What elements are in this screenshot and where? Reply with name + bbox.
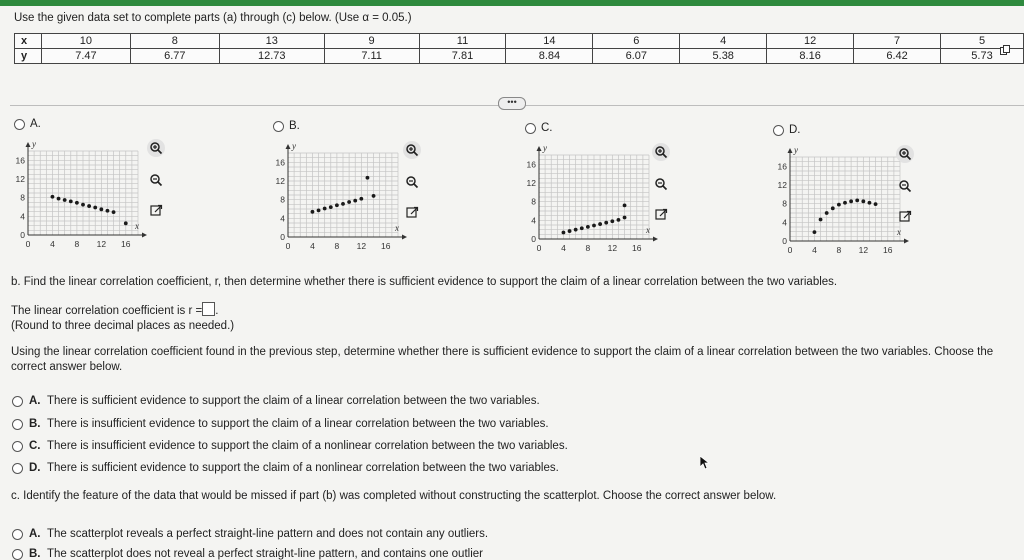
y-tick-label: 0 (280, 232, 285, 242)
y-axis-arrow (788, 148, 793, 153)
data-table (14, 33, 1024, 64)
expand-more-button[interactable]: ••• (498, 97, 526, 110)
y-tick-label: 16 (275, 157, 285, 168)
y-tick-label: 12 (15, 174, 25, 184)
y-tick-label: 8 (280, 194, 285, 205)
zoom-out-icon (898, 179, 912, 193)
scatter-point (341, 202, 345, 206)
scatter-point (75, 201, 79, 205)
external-link-icon (150, 204, 163, 217)
y-tick-label: 16 (777, 161, 787, 172)
table-cell: 11 (419, 34, 506, 49)
y-axis-label: y (794, 145, 798, 155)
zoom-in-button-c[interactable] (652, 143, 670, 161)
zoom-out-button-d[interactable] (896, 177, 914, 195)
y-axis-label: y (32, 139, 36, 149)
x-axis-label: x (395, 223, 399, 233)
scatter-point (610, 219, 614, 223)
table-cell: 12.73 (219, 49, 324, 64)
x-tick-label: 4 (310, 241, 315, 251)
x-tick-label: 8 (334, 241, 340, 251)
x-axis-arrow (402, 235, 407, 240)
x-tick-label: 12 (96, 239, 107, 249)
x-tick-label: 16 (632, 243, 642, 253)
choice-text: The scatterplot does not reveal a perfect straight-line pattern, and contains one outlier (47, 548, 483, 560)
open-new-window-button-a[interactable] (147, 201, 165, 219)
open-new-window-button-b[interactable] (403, 203, 421, 221)
x-tick-label: 4 (50, 239, 55, 249)
zoom-out-button-b[interactable] (403, 173, 421, 191)
radio-button[interactable] (12, 441, 23, 452)
option-letter: D. (789, 124, 801, 136)
scatter-point (347, 200, 351, 204)
scatter-point (51, 195, 55, 199)
scatter-point (813, 230, 817, 234)
scatter-point (586, 225, 590, 229)
radio-button[interactable] (525, 123, 536, 134)
open-new-window-button-c[interactable] (652, 205, 670, 223)
x-tick-label: 16 (121, 239, 131, 249)
open-new-window-button-d[interactable] (896, 207, 914, 225)
scatterplot-b (270, 140, 408, 260)
y-tick-label: 12 (526, 178, 536, 188)
x-tick-label: 8 (836, 245, 842, 255)
option-a-scatter[interactable] (14, 118, 41, 130)
choice-letter: B. (29, 548, 41, 560)
option-c-scatter[interactable] (525, 122, 553, 134)
scatter-point (335, 203, 339, 207)
table-cell: 6.77 (130, 49, 219, 64)
y-tick-label: 8 (20, 192, 25, 203)
zoom-out-icon (149, 173, 163, 187)
scatter-point (353, 199, 357, 203)
x-tick-label: 0 (285, 241, 291, 251)
row-label-y: y (15, 49, 42, 64)
table-cell: 5.38 (680, 49, 767, 64)
y-tick-label: 0 (531, 234, 536, 244)
zoom-in-button-d[interactable] (896, 145, 914, 163)
scatter-point (849, 199, 853, 203)
x-tick-label: 16 (883, 245, 893, 255)
scatterplot-a (10, 138, 148, 258)
x-tick-label: 0 (536, 243, 542, 253)
zoom-out-icon (654, 177, 668, 191)
scatter-point (837, 203, 841, 207)
scatter-point (623, 204, 627, 208)
table-cell: 6.07 (593, 49, 680, 64)
scatter-point (623, 216, 627, 220)
scatter-point (112, 210, 116, 214)
scatter-point (323, 207, 327, 211)
scatter-point (843, 201, 847, 205)
scatter-point (604, 221, 608, 225)
scatter-point (57, 197, 61, 201)
table-cell: 5 (941, 34, 1024, 49)
zoom-in-button-a[interactable] (147, 139, 165, 157)
table-cell: 14 (506, 34, 593, 49)
scatter-point (825, 211, 829, 215)
y-tick-label: 4 (782, 217, 787, 228)
zoom-in-icon (898, 147, 912, 161)
x-axis-label: x (897, 227, 901, 237)
part-b-followup: Using the linear correlation coefficient found in the previous step, determine whether there is sufficient evidence to support the claim of a linear correlation between the two variables. Choose the correct answer below. (11, 346, 994, 373)
scatter-point (359, 197, 363, 201)
instruction-text: Use the given data set to complete parts (a) through (c) below. (Use α = 0.05.) (14, 12, 412, 24)
y-tick-label: 4 (531, 215, 536, 226)
x-tick-label: 0 (25, 239, 31, 249)
y-tick-label: 12 (777, 180, 787, 190)
scatter-point (69, 200, 73, 204)
choice-text: There is sufficient evidence to support the claim of a linear correlation between the two variables. (47, 395, 540, 407)
option-d-scatter[interactable] (773, 124, 801, 136)
top-accent-bar (0, 0, 1024, 6)
choice-letter: A. (29, 395, 41, 407)
table-cell: 8.16 (767, 49, 854, 64)
y-axis-arrow (26, 142, 31, 147)
table-cell: 12 (767, 34, 854, 49)
choice-text: There is insufficient evidence to support the claim of a linear correlation between the two variables. (47, 418, 549, 430)
y-tick-label: 8 (531, 196, 536, 207)
external-link-icon (899, 210, 912, 223)
scatter-point (366, 176, 370, 180)
scatter-point (311, 210, 315, 214)
radio-button[interactable] (12, 419, 23, 430)
choice-text: There is sufficient evidence to support the claim of a nonlinear correlation between the two variables. (47, 462, 559, 474)
table-cell: 6.42 (854, 49, 941, 64)
scatter-point (317, 209, 321, 213)
x-axis-arrow (904, 239, 909, 244)
table-cell: 8 (130, 34, 219, 49)
x-tick-label: 12 (607, 243, 618, 253)
x-tick-label: 4 (812, 245, 817, 255)
table-cell: 6 (593, 34, 680, 49)
y-tick-label: 4 (20, 211, 25, 222)
y-tick-label: 12 (275, 176, 285, 186)
scatter-point (574, 228, 578, 232)
row-label-x: x (15, 34, 42, 49)
part-b-choice-d[interactable] (12, 462, 559, 474)
x-tick-label: 0 (787, 245, 793, 255)
external-link-icon (406, 206, 419, 219)
option-letter: A. (30, 118, 41, 130)
option-b-scatter[interactable] (273, 120, 300, 132)
part-b-choice-c[interactable] (12, 440, 568, 452)
scatter-point (87, 204, 91, 208)
scatter-point (106, 209, 110, 213)
table-cell: 7 (854, 34, 941, 49)
y-axis-arrow (286, 144, 291, 149)
x-tick-label: 12 (356, 241, 367, 251)
r-answer-input[interactable] (202, 302, 215, 316)
zoom-in-icon (654, 145, 668, 159)
x-tick-label: 8 (74, 239, 80, 249)
scatter-point (329, 205, 333, 209)
choice-letter: C. (29, 440, 41, 452)
radio-button[interactable] (12, 463, 23, 474)
scatter-point (868, 201, 872, 205)
part-b-choice-b[interactable] (12, 418, 549, 430)
table-cell: 10 (41, 34, 130, 49)
radio-button[interactable] (12, 549, 23, 560)
y-tick-label: 8 (782, 198, 787, 209)
scatter-point (861, 199, 865, 203)
y-tick-label: 0 (20, 230, 25, 240)
part-c-choice-a[interactable] (12, 528, 488, 540)
scatter-point (99, 207, 103, 211)
scatter-point (592, 224, 596, 228)
y-tick-label: 16 (526, 159, 536, 170)
scatterplot-d (772, 144, 910, 264)
y-axis-label: y (543, 143, 547, 153)
table-cell: 7.11 (324, 49, 419, 64)
y-axis-arrow (537, 146, 542, 151)
x-axis-arrow (142, 233, 147, 238)
r-prefix: The linear correlation coefficient is r = (11, 305, 203, 317)
radio-button[interactable] (773, 125, 784, 136)
scatter-point (617, 218, 621, 222)
part-c-prompt: c. Identify the feature of the data that would be missed if part (b) was completed without constructing the scatterplot. Choose the correct answer below. (11, 490, 777, 502)
option-letter: C. (541, 122, 553, 134)
zoom-in-icon (149, 141, 163, 155)
scatter-point (874, 202, 878, 206)
table-cell: 7.81 (419, 49, 506, 64)
x-axis-label: x (646, 225, 650, 235)
zoom-in-icon (405, 143, 419, 157)
x-tick-label: 12 (858, 245, 869, 255)
radio-button[interactable] (14, 119, 25, 130)
mouse-cursor-icon (700, 456, 710, 470)
zoom-in-button-b[interactable] (403, 141, 421, 159)
radio-button[interactable] (273, 121, 284, 132)
scatter-point (124, 221, 128, 225)
choice-letter: D. (29, 462, 41, 474)
scatter-point (562, 231, 566, 235)
choice-letter: A. (29, 528, 41, 540)
y-tick-label: 4 (280, 213, 285, 224)
r-input-line (11, 302, 218, 319)
zoom-out-icon (405, 175, 419, 189)
table-cell: 4 (680, 34, 767, 49)
part-b-choice-a[interactable] (12, 395, 540, 407)
copy-data-icon[interactable] (1000, 45, 1010, 55)
table-cell: 7.47 (41, 49, 130, 64)
r-input-end: . (215, 305, 219, 317)
choice-text: The scatterplot reveals a perfect straight-line pattern and does not contain any outliers. (47, 528, 489, 540)
x-tick-label: 16 (381, 241, 391, 251)
zoom-out-button-c[interactable] (652, 175, 670, 193)
scatter-point (93, 206, 97, 210)
scatter-point (81, 203, 85, 207)
external-link-icon (655, 208, 668, 221)
x-axis-arrow (653, 237, 658, 242)
scatter-point (819, 218, 823, 222)
choice-letter: B. (29, 418, 41, 430)
scatter-point (568, 229, 572, 233)
x-axis-label: x (135, 221, 139, 231)
radio-button[interactable] (12, 396, 23, 407)
scatterplot-c (521, 142, 659, 262)
choice-text: There is insufficient evidence to support the claim of a nonlinear correlation between the two variables. (47, 440, 568, 452)
table-cell: 13 (219, 34, 324, 49)
option-letter: B. (289, 120, 300, 132)
table-cell: 5.73 (941, 49, 1024, 64)
y-tick-label: 16 (15, 155, 25, 166)
round-note: (Round to three decimal places as needed.) (11, 320, 235, 332)
table-cell: 9 (324, 34, 419, 49)
scatter-point (63, 198, 67, 202)
table-row-x (15, 34, 1024, 49)
scatter-point (831, 206, 835, 210)
table-cell: 8.84 (506, 49, 593, 64)
zoom-out-button-a[interactable] (147, 171, 165, 189)
part-b-prompt: b. Find the linear correlation coefficient, r, then determine whether there is sufficient evidence to support the claim of a linear correlation between the two variables. (11, 276, 838, 288)
x-tick-label: 4 (561, 243, 566, 253)
part-c-choice-b[interactable] (12, 548, 483, 560)
y-axis-label: y (292, 141, 296, 151)
scatter-point (372, 194, 376, 198)
scatter-point (598, 222, 602, 226)
y-tick-label: 0 (782, 236, 787, 246)
radio-button[interactable] (12, 529, 23, 540)
scatter-point (855, 199, 859, 203)
table-row-y (15, 49, 1024, 64)
x-tick-label: 8 (585, 243, 591, 253)
scatter-point (580, 226, 584, 230)
